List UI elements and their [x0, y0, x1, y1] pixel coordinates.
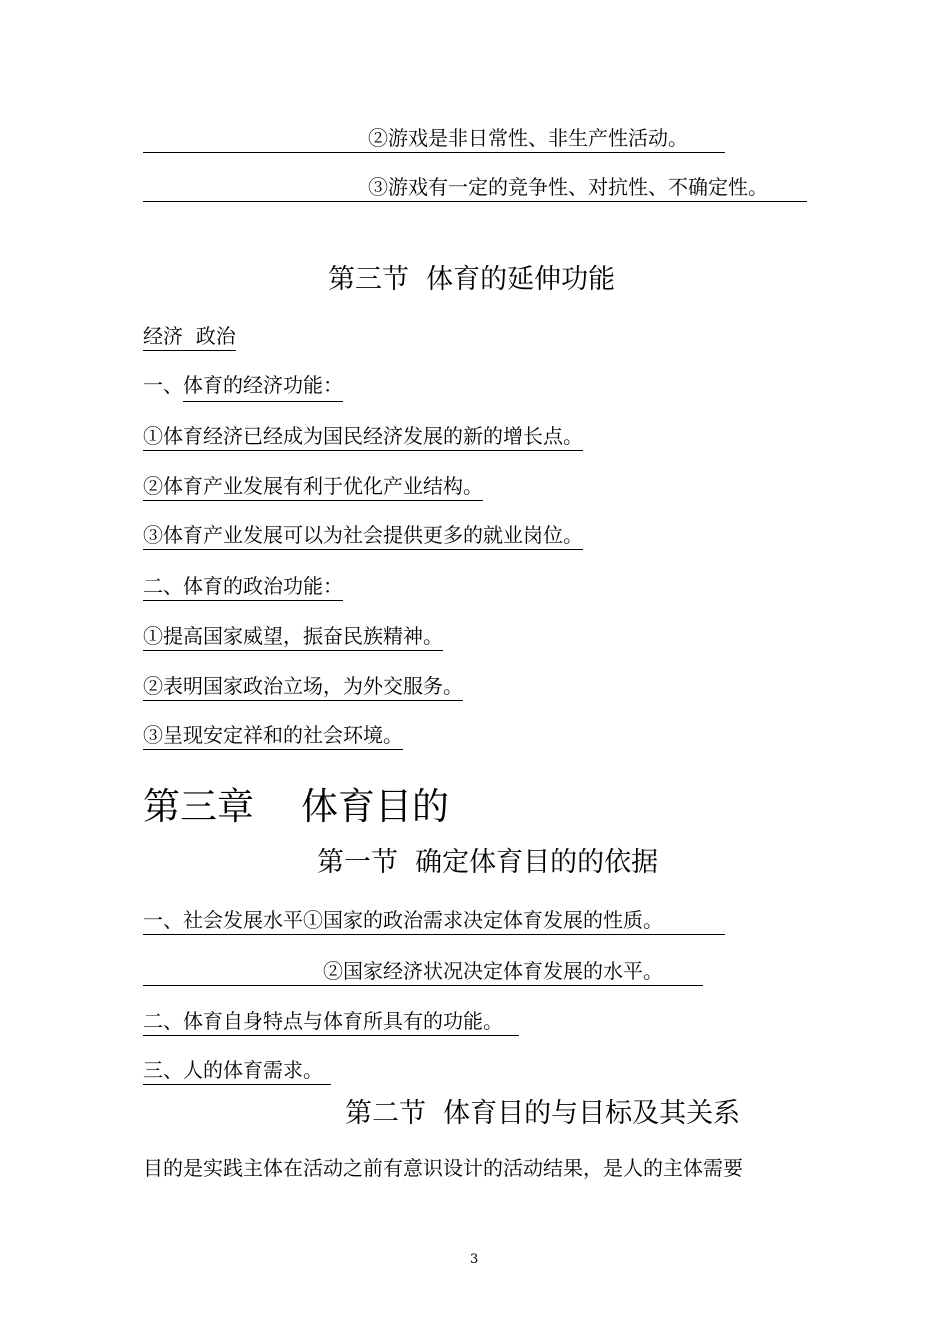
econ-item-2: ②体育产业发展有利于优化产业结构。 — [143, 476, 483, 501]
econ-prefix: 一、 — [143, 373, 183, 397]
purpose-paragraph: 目的是实践主体在活动之前有意识设计的活动结果，是人的主体需要 — [143, 1156, 743, 1180]
political-item-2: ②表明国家政治立场，为外交服务。 — [143, 676, 463, 701]
section-title-purpose-goals: 第二节 体育目的与目标及其关系 — [345, 1098, 741, 1129]
top-item-2: ②游戏是非日常性、非生产性活动。 — [368, 126, 688, 150]
section-title-basis: 第一节 确定体育目的的依据 — [317, 847, 659, 878]
section-title-extended-functions: 第三节 体育的延伸功能 — [328, 264, 616, 295]
top-item-3: ③游戏有一定的竞争性、对抗性、不确定性。 — [368, 175, 768, 199]
econ-item-3: ③体育产业发展可以为社会提供更多的就业岗位。 — [143, 525, 583, 550]
basis-item-1: 一、社会发展水平①国家的政治需求决定体育发展的性质。 — [143, 908, 663, 932]
political-item-3: ③呈现安定祥和的社会环境。 — [143, 725, 403, 750]
econ-item-1: ①体育经济已经成为国民经济发展的新的增长点。 — [143, 426, 583, 451]
basis-item-4: 三、人的体育需求。 — [143, 1060, 331, 1085]
page-number: 3 — [470, 1252, 479, 1267]
econ-function-heading-row — [143, 375, 343, 395]
basis-item-3: 二、体育自身特点与体育所具有的功能。 — [143, 1011, 519, 1036]
political-function-heading: 二、体育的政治功能： — [143, 576, 343, 601]
political-item-1: ①提高国家威望，振奋民族精神。 — [143, 626, 443, 651]
econ-function-heading: 体育的经济功能： — [183, 373, 343, 402]
chapter-title: 第三章 体育目的 — [143, 785, 450, 828]
basis-item-2: ②国家经济状况决定体育发展的水平。 — [323, 959, 663, 983]
keywords: 经济 政治 — [143, 326, 236, 351]
